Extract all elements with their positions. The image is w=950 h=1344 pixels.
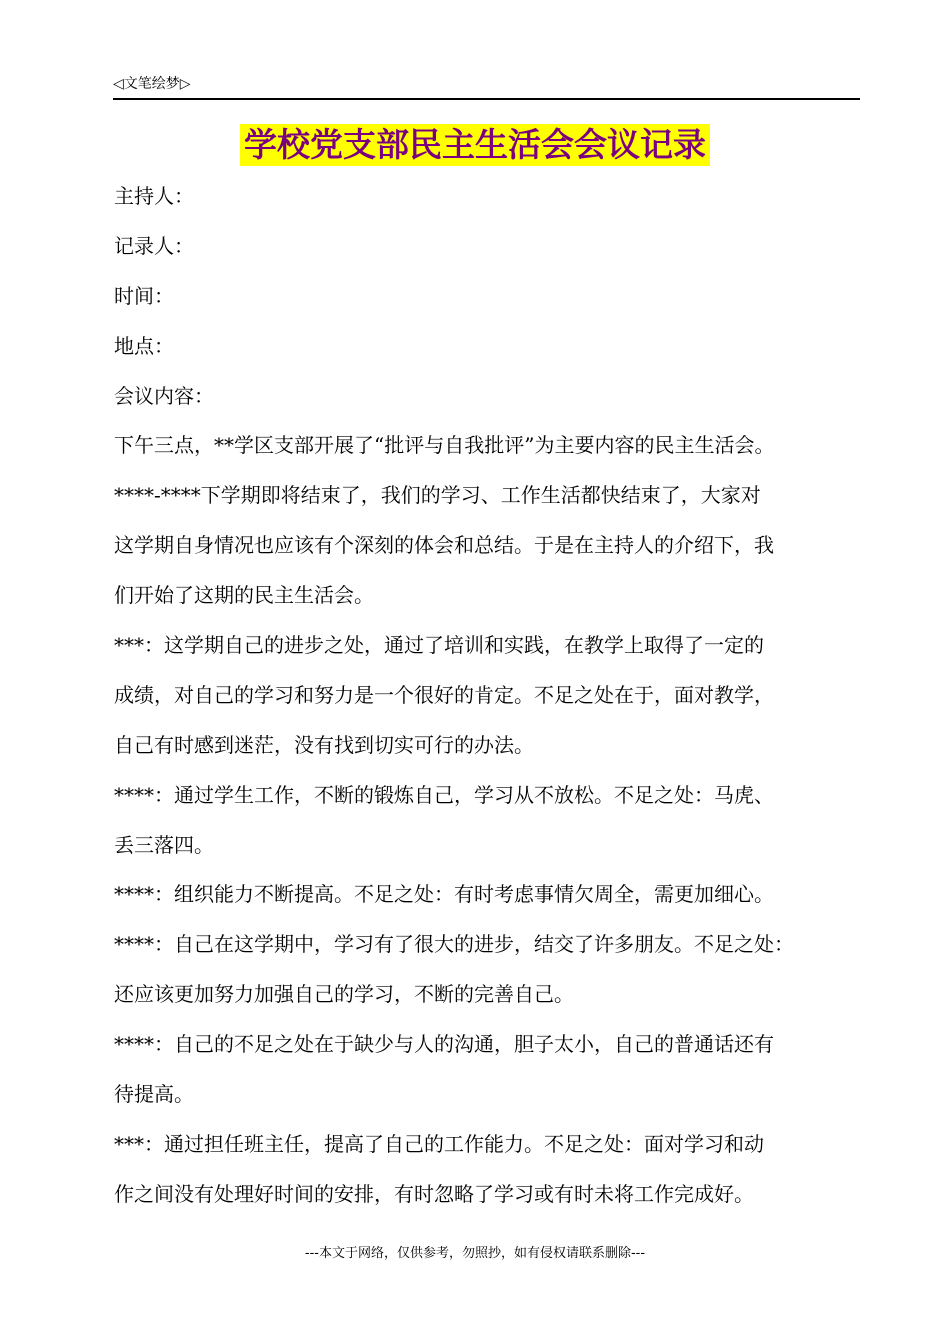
field-host: 主持人： xyxy=(114,184,194,208)
body-line: ***：通过担任班主任，提高了自己的工作能力。不足之处：面对学习和动 xyxy=(114,1131,764,1156)
body-line: 这学期自身情况也应该有个深刻的体会和总结。于是在主持人的介绍下，我 xyxy=(114,533,774,558)
body-line: 们开始了这期的民主生活会。 xyxy=(114,583,374,608)
field-content-label: 会议内容： xyxy=(114,383,214,408)
body-line: ***：这学期自己的进步之处，通过了培训和实践，在教学上取得了一定的 xyxy=(114,633,764,658)
body-line: ****：自己在这学期中，学习有了很大的进步，结交了许多朋友。不足之处： xyxy=(114,932,794,957)
header-text: ◁文笔绘梦▷ xyxy=(113,76,191,92)
title-container xyxy=(0,124,950,166)
body-line: 作之间没有处理好时间的安排，有时忽略了学习或有时未将工作完成好。 xyxy=(114,1181,754,1206)
field-time: 时间： xyxy=(114,283,174,308)
body-line: ****-****下学期即将结束了，我们的学习、工作生活都快结束了，大家对 xyxy=(114,483,761,508)
document-title: 学校党支部民主生活会会议记录 xyxy=(240,124,710,166)
body-line: ****：自己的不足之处在于缺少与人的沟通，胆子太小，自己的普通话还有 xyxy=(114,1032,774,1057)
body-line: ****：组织能力不断提高。不足之处：有时考虑事情欠周全，需更加细心。 xyxy=(114,882,774,907)
page-header xyxy=(113,72,860,100)
body-line: 待提高。 xyxy=(114,1082,194,1107)
body-line: 还应该更加努力加强自己的学习，不断的完善自己。 xyxy=(114,982,574,1007)
field-recorder: 记录人： xyxy=(114,233,194,258)
body-line: 下午三点，**学区支部开展了“批评与自我批评”为主要内容的民主生活会。 xyxy=(114,433,775,458)
document-body xyxy=(114,172,874,1220)
body-line: 自己有时感到迷茫，没有找到切实可行的办法。 xyxy=(114,732,534,757)
field-location: 地点： xyxy=(114,333,174,358)
body-line: 成绩，对自己的学习和努力是一个很好的肯定。不足之处在于，面对教学， xyxy=(114,682,774,707)
page-footer: ---本文于网络，仅供参考，勿照抄，如有侵权请联系删除--- xyxy=(304,1246,646,1261)
body-line: ****：通过学生工作，不断的锻炼自己，学习从不放松。不足之处：马虎、 xyxy=(114,782,774,807)
body-line: 丢三落四。 xyxy=(114,832,214,857)
